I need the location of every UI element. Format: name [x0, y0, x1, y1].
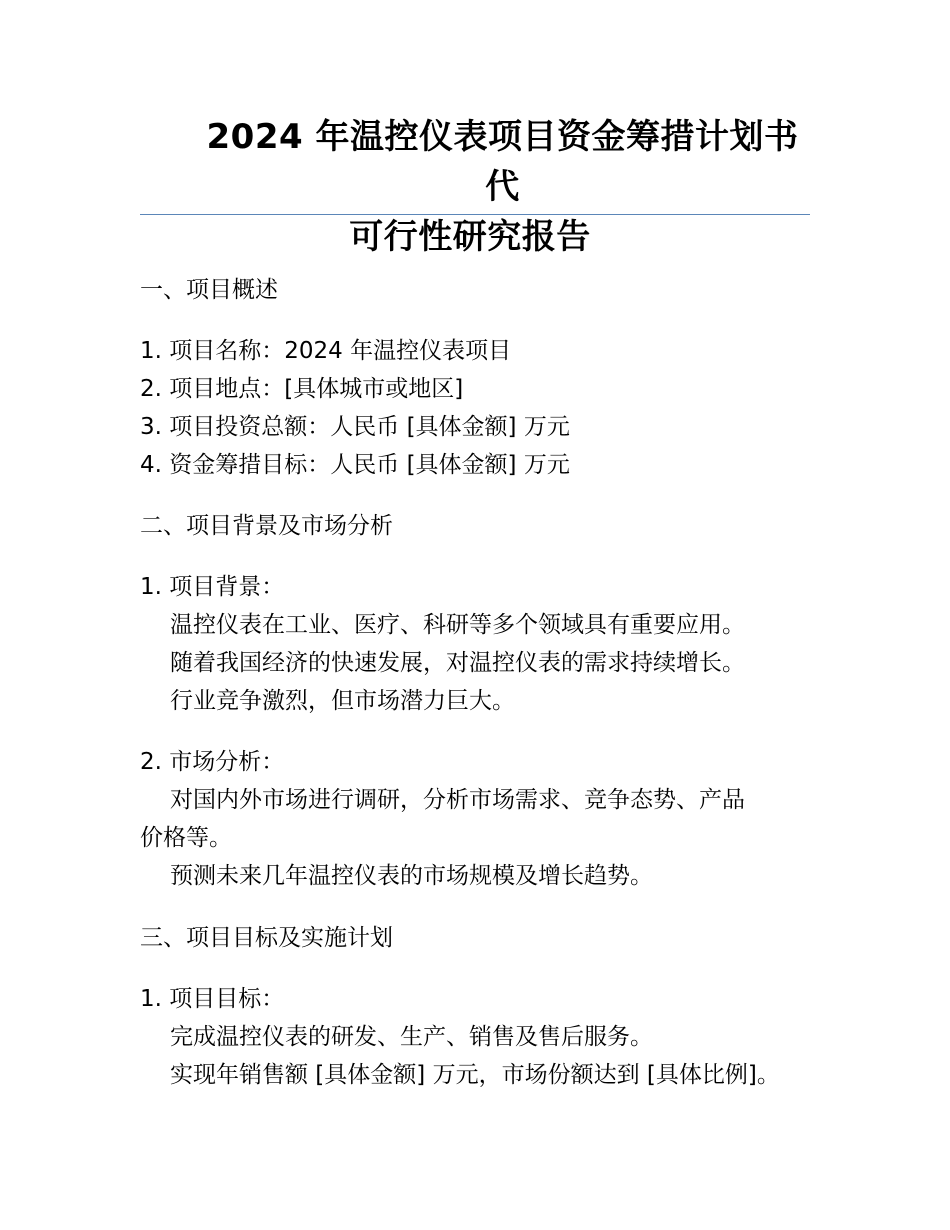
overview-item-name: 1. 项目名称：2024 年温控仪表项目 [140, 338, 512, 364]
background-line: 行业竞争激烈，但市场潜力巨大。 [170, 688, 515, 714]
goals-label: 1. 项目目标： [140, 986, 285, 1012]
background-line: 温控仪表在工业、医疗、科研等多个领域具有重要应用。 [170, 612, 745, 638]
title-line-1: 2024 年温控仪表项目资金筹措计划书代 [206, 117, 799, 207]
goals-line: 实现年销售额 [具体金额] 万元，市场份额达到 [具体比例]。 [170, 1062, 780, 1088]
section-heading-background: 二、项目背景及市场分析 [140, 513, 393, 539]
background-label: 1. 项目背景： [140, 574, 285, 600]
title-underline [140, 214, 810, 215]
market-analysis-line: 预测未来几年温控仪表的市场规模及增长趋势。 [170, 863, 653, 889]
section-heading-overview: 一、项目概述 [140, 277, 278, 303]
title-line-2: 可行性研究报告 [349, 217, 591, 257]
overview-item-location: 2. 项目地点：[具体城市或地区] [140, 376, 464, 402]
overview-item-investment: 3. 项目投资总额：人民币 [具体金额] 万元 [140, 414, 570, 440]
market-analysis-label: 2. 市场分析： [140, 749, 285, 775]
goals-line: 完成温控仪表的研发、生产、销售及售后服务。 [170, 1024, 653, 1050]
market-analysis-paragraph-line-2: 价格等。 [140, 825, 232, 851]
section-heading-goals: 三、项目目标及实施计划 [140, 925, 393, 951]
market-analysis-paragraph-line-1: 对国内外市场进行调研，分析市场需求、竞争态势、产品 [170, 787, 745, 813]
document-title [140, 112, 810, 262]
overview-item-funding-goal: 4. 资金筹措目标：人民币 [具体金额] 万元 [140, 452, 570, 478]
background-line: 随着我国经济的快速发展，对温控仪表的需求持续增长。 [170, 650, 745, 676]
